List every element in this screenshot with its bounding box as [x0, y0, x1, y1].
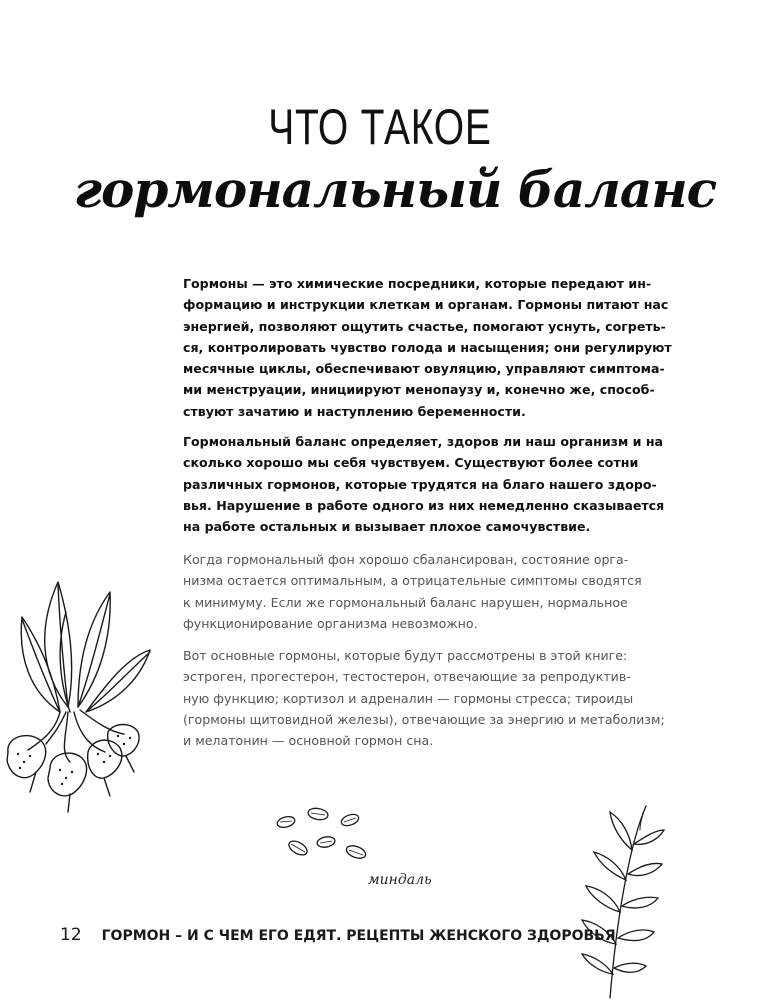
text-line: различных гормонов, которые трудятся на благо нашего здоро-	[183, 476, 657, 492]
text-line: ми менструации, инициируют менопаузу и, конечно же, способ-	[183, 382, 655, 398]
text-line: Гормоны — это химические посредники, которые передают ин-	[183, 276, 652, 291]
text-line: Когда гормональный фон хорошо сбалансирован, состояние орга-	[183, 552, 629, 567]
text-line: формацию и инструкции клеткам и органам. Гормоны питают нас	[183, 297, 669, 313]
text-line: функционирование организма невозможно.	[183, 615, 478, 631]
text-line: на работе остальных и вызывает плохое самочувствие.	[183, 519, 591, 535]
page-number: 12	[60, 925, 82, 945]
text-line: и мелатонин — основной гормон сна.	[183, 733, 434, 749]
paragraph-balance-state	[183, 549, 642, 634]
book-title: ГОРМОН – И С ЧЕМ ЕГО ЕДЯТ. РЕЦЕПТЫ ЖЕНСКОГО ЗДОРОВЬЯ	[101, 928, 616, 944]
title-line-2: гормональный баланс	[73, 160, 717, 219]
text-line: вья. Нарушение в работе одного из них немедленно сказывается	[183, 497, 665, 513]
text-line: месячные циклы, обеспечивают овуляцию, управляют симптома-	[183, 361, 665, 377]
text-line: (гормоны щитовидной железы), отвечающие за энергию и метаболизм;	[183, 711, 665, 727]
almonds-icon	[268, 800, 378, 880]
paragraph-hormones-intro	[183, 273, 672, 422]
text-line: низма остается оптимальным, а отрицательные симптомы сводятся	[183, 573, 642, 589]
paragraph-hormonal-balance	[183, 431, 665, 537]
text-line: ную функцию; кортизол и адреналин — гормоны стресса; тироиды	[183, 690, 634, 706]
text-line: ствуют зачатию и наступлению беременности.	[183, 403, 526, 419]
text-line: энергией, позволяют ощутить счастье, помогают уснуть, согреть-	[183, 318, 666, 334]
text-line: к минимуму. Если же гормональный баланс нарушен, нормальное	[183, 594, 628, 610]
text-line: Вот основные гормоны, которые будут рассмотрены в этой книге:	[183, 648, 628, 663]
radish-bunch-icon	[0, 572, 180, 842]
text-line: эстроген, прогестерон, тестостерон, отвечающие за репродуктив-	[183, 669, 631, 685]
title-line-1: ЧТО ТАКОЕ	[268, 99, 492, 155]
almond-label: миндаль	[368, 872, 432, 888]
text-line: ся, контролировать чувство голода и насыщения; они регулируют	[183, 339, 672, 355]
leafy-branch-icon	[570, 800, 670, 1000]
page-footer	[60, 925, 616, 945]
paragraph-main-hormones	[183, 645, 665, 751]
text-line: сколько хорошо мы себя чувствуем. Существуют более сотни	[183, 455, 639, 471]
text-line: Гормональный баланс определяет, здоров ли наш организм и на	[183, 434, 664, 449]
